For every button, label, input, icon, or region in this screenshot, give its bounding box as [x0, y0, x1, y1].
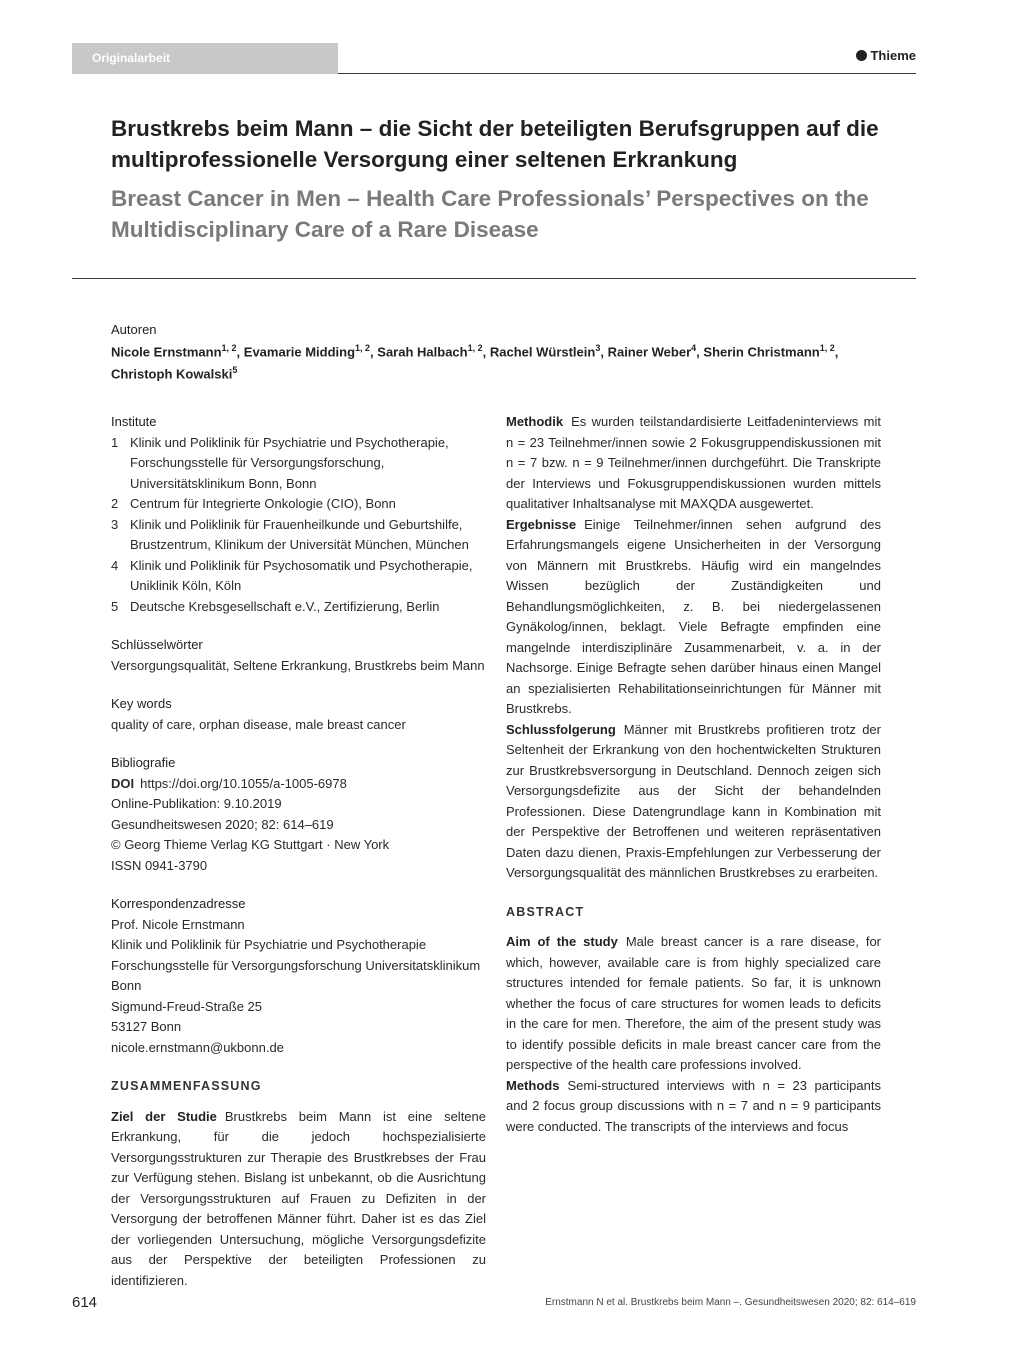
methods-text: Semi-structured interviews with n = 23 participants and 2 focus group discussions with n = 7 and n = 9 participants were conducted. The transcripts of the interviews and focus	[506, 1077, 881, 1134]
correspondence-label: Korrespondenzadresse	[111, 896, 246, 911]
institute-number: 2	[111, 496, 119, 511]
section-tag	[72, 43, 338, 74]
institute-text: Klinik und Poliklinik für Psychiatrie und Psychotherapie, Forschungsstelle für Versorgungsforschung, Universitätsklinikum Bonn, Bonn	[130, 434, 449, 491]
author-name: Sherin Christmann	[703, 344, 820, 360]
thieme-logo-icon	[856, 50, 867, 61]
author-name: Rachel Würstlein	[489, 344, 596, 360]
title-english: Breast Cancer in Men – Health Care Professionals’ Perspectives on the Multidisciplinary Care of a Rare Disease	[111, 186, 869, 242]
institute-number: 5	[111, 598, 119, 614]
issn: ISSN 0941-3790	[111, 857, 208, 873]
methodik-paragraph	[506, 412, 881, 515]
institute-number: 1	[111, 434, 119, 450]
right-column	[506, 412, 881, 1137]
title-german: Brustkrebs beim Mann – die Sicht der beteiligten Berufsgruppen auf die multiprofessionelle Versorgung einer seltenen Erkrankung	[111, 116, 879, 172]
ergebnisse-text: Einige Teilnehmer/innen sehen aufgrund des Erfahrungsmangels eigene Unsicherheiten in der Versorgung von Männern mit Brustkrebs. Häufig wird ein mangelndes Wissen bezüglich der Zuständigkeiten und Behandlungsmöglichkeiten, z. B. bei niedergelassenen Gynäkolog/innen, beklagt. Viele Befragte empfinden eine mangelnde interdisziplinäre Zusammenarbeit, v. a. in der Nachsorge. Einige Befragte sehen darüber hinaus einen Mangel an spezialisierten Rehabilitationseinrichtungen für Männer mit Brustkrebs.	[506, 516, 881, 716]
institute-item	[111, 515, 486, 556]
header-rule	[338, 73, 916, 74]
institute-text: Klinik und Poliklinik für Psychosomatik und Psychotherapie, Uniklinik Köln, Köln	[130, 557, 473, 593]
keywords-de-label: Schlüsselwörter	[111, 637, 203, 652]
correspondence-line: Klinik und Poliklinik für Psychiatrie und Psychotherapie	[111, 937, 427, 952]
publisher-name: Thieme	[870, 48, 916, 63]
author-affiliation: 3	[595, 343, 601, 353]
zusammenfassung-heading: ZUSAMMENFASSUNG	[111, 1079, 262, 1093]
author-name: Sarah Halbach	[377, 344, 468, 360]
correspondence-line: 53127 Bonn	[111, 1019, 182, 1034]
institutes-list	[111, 433, 486, 618]
doi-link[interactable]: https://doi.org/10.1055/a-1005-6978	[140, 775, 347, 791]
methods-paragraph	[506, 1076, 881, 1138]
footer-citation: Ernstmann N et al. Brustkrebs beim Mann –. Gesundheitswesen 2020; 82: 614–619	[545, 1297, 916, 1308]
institute-text: Deutsche Krebsgesellschaft e.V., Zertifizierung, Berlin	[130, 598, 440, 614]
institute-text: Klinik und Poliklinik für Frauenheilkunde und Geburtshilfe, Brustzentrum, Klinikum der Universität München, München	[130, 516, 469, 552]
institute-item	[111, 494, 486, 515]
ziel-paragraph	[111, 1107, 486, 1292]
keywords-de-text: Versorgungsqualität, Seltene Erkrankung, Brustkrebs beim Mann	[111, 657, 485, 673]
aim-paragraph	[506, 932, 881, 1076]
publisher-logo	[856, 48, 916, 63]
author-name: Rainer Weber	[607, 344, 692, 360]
author-name: Christoph Kowalski	[111, 366, 233, 382]
ergebnisse-paragraph	[506, 515, 881, 720]
abstract-heading: ABSTRACT	[506, 904, 585, 919]
institute-item	[111, 556, 486, 597]
correspondence-email[interactable]: nicole.ernstmann@ukbonn.de	[111, 1039, 284, 1055]
author-name: Evamarie Midding	[243, 344, 356, 360]
page-number: 614	[72, 1294, 98, 1311]
correspondence-line: Prof. Nicole Ernstmann	[111, 916, 245, 932]
schluss-heading: Schlussfolgerung	[506, 721, 616, 737]
schluss-text: Männer mit Brustkrebs profitieren trotz der Seltenheit der Erkrankung von den hochentwickelten Strukturen zur Brustkrebsversorgung in Deutschland. Dennoch zeigen sich Versorgungsdefizite aus der Sicht der behandelnden Professionen. Diese Datengrundlage kann in Kombination mit der Perspektive der Betroffenen und weiteren repräsentativen Daten dazu dienen, Praxis-Empfehlungen zur Verbesserung der Versorgungsqualität des männlichen Brustkrebses zu erarbeiten.	[506, 721, 881, 880]
institute-number: 3	[111, 516, 119, 532]
bibliography-label: Bibliografie	[111, 755, 176, 770]
methodik-text: Es wurden teilstandardisierte Leitfadeninterviews mit n = 23 Teilnehmer/innen sowie 2 Fokusgruppendiskussionen mit n = 7 bzw. n = 9 Teilnehmer/innen durchgeführt. Die Transkripte der Interviews und Fokusgruppendiskussionen wurden mittels qualitativer Inhaltsanalyse mit MAXQDA ausgewertet.	[506, 414, 881, 511]
ziel-heading: Ziel der Studie	[111, 1108, 217, 1124]
institute-number: 4	[111, 557, 119, 573]
ergebnisse-heading: Ergebnisse	[506, 516, 577, 532]
doi-label: DOI	[111, 775, 135, 791]
title-rule	[72, 278, 916, 279]
schluss-paragraph	[506, 720, 881, 884]
methods-heading: Methods	[506, 1077, 560, 1093]
institute-text: Centrum für Integrierte Onkologie (CIO), Bonn	[130, 496, 396, 511]
aim-heading: Aim of the study	[506, 934, 618, 949]
author-affiliation: 5	[232, 365, 238, 376]
journal-citation: Gesundheitswesen 2020; 82: 614–619	[111, 816, 334, 832]
author-affiliation: 1, 2	[819, 343, 835, 353]
author-name: Nicole Ernstmann	[111, 344, 222, 360]
left-column	[111, 412, 486, 1291]
author-affiliation: 1, 2	[355, 343, 371, 353]
institute-item	[111, 433, 486, 495]
authors-block	[111, 321, 901, 384]
correspondence-line: Sigmund-Freud-Straße 25	[111, 998, 263, 1014]
keywords-en-text: quality of care, orphan disease, male breast cancer	[111, 716, 406, 732]
institutes-label: Institute	[111, 414, 157, 429]
section-tag-label: Originalarbeit	[92, 51, 171, 65]
institute-item	[111, 597, 486, 618]
correspondence-line: Forschungsstelle für Versorgungsforschung Universitatsklinikum Bonn	[111, 957, 481, 993]
methodik-heading: Methodik	[506, 414, 564, 429]
author-affiliation: 4	[691, 343, 697, 353]
doi-line	[111, 774, 486, 795]
author-affiliation: 1, 2	[221, 343, 237, 353]
aim-text: Male breast cancer is a rare disease, for which, however, available care is from highly specialized care structures intended for female patients. So far, it is unknown whether the focus of care structures for women leads to deficits in the care for men. Therefore, the aim of the present study was to identify possible deficits in male breast cancer care from the perspective of the health care professions involved.	[506, 934, 882, 1072]
ziel-text: Brustkrebs beim Mann ist eine seltene Erkrankung, für die jedoch hochspezialisierte Versorgungsstrukturen zur Therapie des Brustkrebses der Frau zur Verfügung stehen. Bislang ist unbekannt, ob die Ausrichtung der Versorgungsstrukturen auf Frauen zu Defiziten in der Versorgung der betroffenen Männer führt. Daher ist es das Ziel der vorliegenden Untersuchung, mögliche Versorgungsdefizite aus der Perspektive der beteiligten Professionen zu identifizieren.	[111, 1108, 486, 1288]
online-publication: Online-Publikation: 9.10.2019	[111, 796, 282, 811]
authors-names: Nicole Ernstmann$^{1, 2}$, Evamarie Midding$^{1, 2}$, Sarah Halbach$^{1, 2}$, Rachel Würstlein$^3$, Rainer Weber$^4$, Sherin Christmann$^{1, 2}$, Christoph Kowalski$^5$	[111, 343, 839, 382]
copyright: © Georg Thieme Verlag KG Stuttgart · New York	[111, 837, 390, 852]
keywords-en-label: Key words	[111, 696, 172, 711]
authors-label: Autoren	[111, 322, 157, 337]
author-affiliation: 1, 2	[467, 343, 483, 353]
